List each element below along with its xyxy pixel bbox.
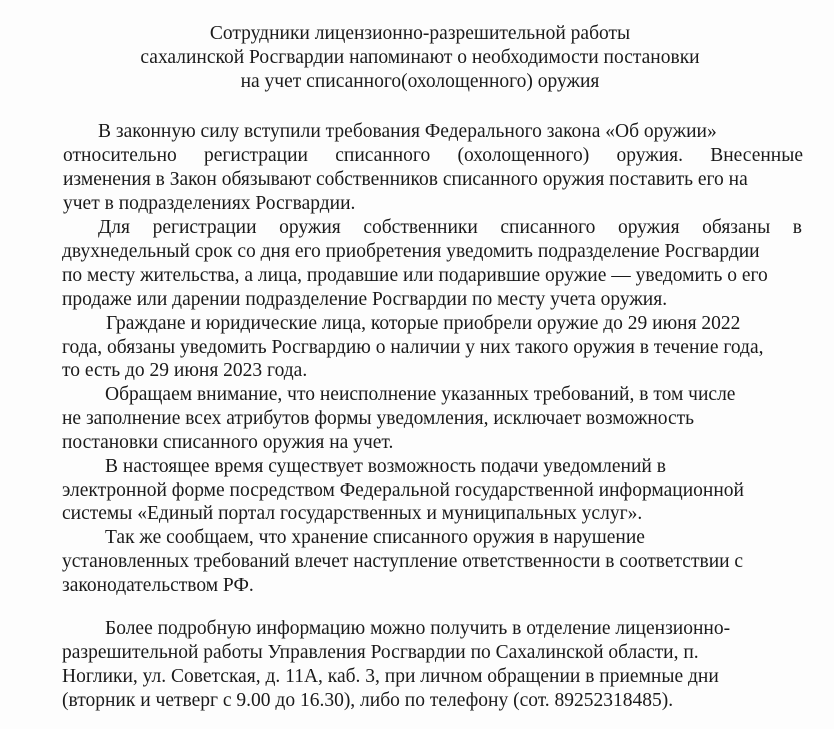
paragraph-7-line-1: Более подробную информацию можно получить в отделение лицензионно- [105, 618, 731, 639]
paragraph-1-line-3: изменения в Закон обязывают собственников списанного оружия поставить его на [63, 169, 748, 190]
paragraph-2-line-2: двухнедельный срок со дня его приобретения уведомить подразделение Росгвардии [62, 241, 760, 262]
paragraph-6-line-1: Так же сообщаем, что хранение списанного оружия в нарушение [105, 527, 645, 548]
paragraph-7-line-3: Ноглики, ул. Советская, д. 11А, каб. 3, при личном обращении в приемные дни [62, 666, 719, 687]
paragraph-4-line-1: Обращаем внимание, что неисполнение указанных требований, в том числе [105, 384, 736, 405]
paragraph-3-line-1: Граждане и юридические лица, которые приобрели оружие до 29 июня 2022 [106, 313, 741, 334]
paragraph-3-line-3: то есть до 29 июня 2023 года. [62, 360, 308, 381]
paragraph-3-line-2: года, обязаны уведомить Росгвардию о наличии у них такого оружия в течение года, [62, 337, 764, 358]
paragraph-1-line-2: относительно регистрации списанного (охолощенного) оружия. Внесенные [63, 145, 803, 166]
paragraph-2-line-1: Для регистрации оружия собственники списанного оружия обязаны в [98, 217, 802, 238]
paragraph-4-line-3: постановки списанного оружия на учет. [62, 432, 394, 453]
paragraph-6-line-2: установленных требований влечет наступление ответственности в соответствии с [62, 551, 744, 572]
paragraph-7-line-4: (вторник и четверг с 9.00 до 16.30), либо по телефону (сот. 89252318485). [62, 690, 674, 711]
paragraph-1-line-1: В законную силу вступили требования Федерального закона «Об оружии» [98, 121, 717, 142]
title-line-1: Сотрудники лицензионно-разрешительной работы [209, 23, 631, 44]
paragraph-2-line-4: продаже или дарении подразделение Росгвардии по месту учета оружия. [62, 289, 668, 310]
title-line-3: на учет списанного(охолощенного) оружия [240, 71, 600, 92]
paragraph-1-line-4: учет в подразделениях Росгвардии. [63, 193, 356, 214]
paragraph-5-line-1: В настоящее время существует возможность подачи уведомлений в [105, 456, 666, 477]
title-line-2: сахалинской Росгвардии напоминают о необходимости постановки [140, 47, 700, 68]
paragraph-7-line-2: разрешительной работы Управления Росгвардии по Сахалинской области, п. [62, 642, 699, 663]
paragraph-2-line-3: по месту жительства, а лица, продавшие или подарившие оружие — уведомить о его [62, 265, 768, 286]
paragraph-5-line-3: системы «Единый портал государственных и муниципальных услуг». [62, 503, 643, 524]
paragraph-5-line-2: электронной форме посредством Федеральной государственной информационной [62, 480, 744, 501]
paragraph-6-line-3: законодательством РФ. [62, 575, 254, 596]
paragraph-4-line-2: не заполнение всех атрибутов формы уведомления, исключает возможность [62, 408, 695, 429]
